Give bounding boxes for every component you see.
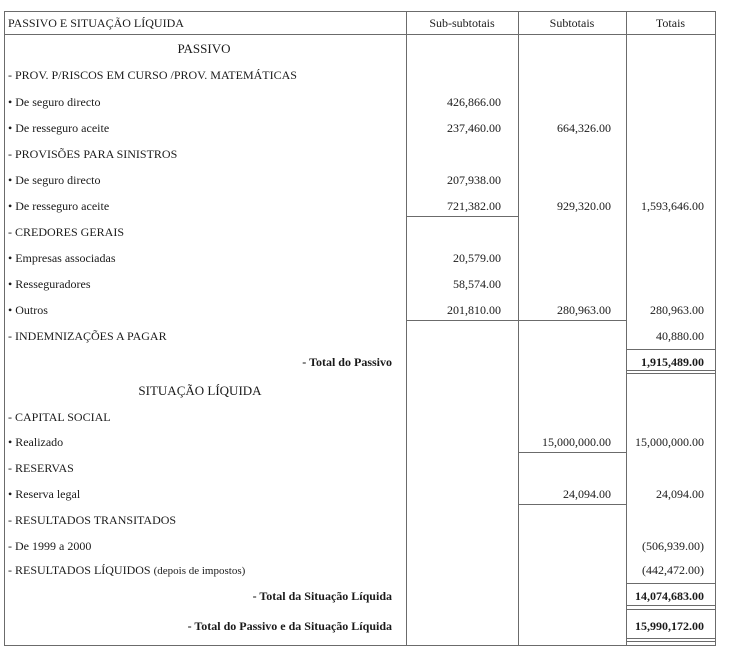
sheet-title: PASSIVO E SITUAÇÃO LÍQUIDA	[8, 16, 184, 30]
grand-total-rule-top	[626, 609, 715, 610]
tot-value: 15,000,000.00	[635, 435, 704, 449]
total-situacao-rule-top	[626, 583, 715, 584]
grand-total-rule-bottom-2	[626, 641, 715, 642]
sub-value: 280,963.00	[557, 303, 611, 317]
header-bottom-rule	[4, 34, 716, 35]
tot-value: 40,880.00	[656, 329, 704, 343]
group-label-prov-sinistros: - PROVISÕES PARA SINISTROS	[8, 147, 178, 161]
group-label-capital: - CAPITAL SOCIAL	[8, 410, 111, 424]
tot-value: (442,472.00)	[642, 563, 704, 577]
item-label: • Empresas associadas	[8, 251, 116, 265]
total-passivo-rule-bottom-2	[626, 373, 715, 374]
sub-value: 929,320.00	[557, 199, 611, 213]
col-rule-sub	[518, 11, 519, 645]
col-header-sub: Subtotais	[549, 16, 595, 30]
item-label: • De seguro directo	[8, 95, 101, 109]
item-label: • Resseguradores	[8, 277, 91, 291]
col-header-subsub: Sub-subtotais	[429, 16, 495, 30]
total-situacao-label: - Total da Situação Líquida	[252, 589, 392, 603]
sub-value: 664,326.00	[557, 121, 611, 135]
group-label-transitados: - RESULTADOS TRANSITADOS	[8, 513, 177, 527]
total-passivo-value: 1,915,489.00	[641, 355, 704, 369]
col-header-tot: Totais	[655, 16, 686, 30]
total-passivo-label: - Total do Passivo	[302, 355, 392, 369]
subsub-value: 58,574.00	[453, 277, 501, 291]
subsub-value: 201,810.00	[447, 303, 501, 317]
subsub-value: 237,460.00	[447, 121, 501, 135]
total-situacao-value: 14,074,683.00	[635, 589, 704, 603]
subsub-value: 20,579.00	[453, 251, 501, 265]
group-label-indemnizacoes: - INDEMNIZAÇÕES A PAGAR	[8, 329, 167, 343]
item-label: • Outros	[8, 303, 48, 317]
subsub-rule-2	[406, 320, 518, 321]
frame-bottom	[4, 645, 716, 646]
subsub-value: 426,866.00	[447, 95, 501, 109]
subsub-rule-1	[406, 216, 518, 217]
grand-total-label: - Total do Passivo e da Situação Líquida	[187, 619, 392, 633]
sub-value: 24,094.00	[563, 487, 611, 501]
sub-rule-2	[518, 452, 626, 453]
subsub-value: 721,382.00	[447, 199, 501, 213]
item-label: - De 1999 a 2000	[8, 539, 92, 553]
tot-value: 24,094.00	[656, 487, 704, 501]
sub-rule-3	[518, 504, 626, 505]
tot-value: 1,593,646.00	[641, 199, 704, 213]
grand-total-rule-bottom-1	[626, 638, 715, 639]
item-label: • De seguro directo	[8, 173, 101, 187]
section-heading-passivo: PASSIVO	[177, 41, 231, 56]
group-label-liquidos	[8, 563, 245, 578]
liquidos-note: (depois de impostos)	[153, 565, 246, 577]
frame-top	[4, 11, 716, 12]
tot-value: 280,963.00	[650, 303, 704, 317]
total-passivo-rule-bottom-1	[626, 370, 715, 371]
frame-right	[715, 11, 716, 645]
item-label: • Realizado	[8, 435, 64, 449]
item-label: • Reserva legal	[8, 487, 81, 501]
liquidos-label: - RESULTADOS LÍQUIDOS	[8, 563, 151, 577]
grand-total-value: 15,990,172.00	[635, 619, 704, 633]
group-label-reservas: - RESERVAS	[8, 461, 74, 475]
frame-left	[4, 11, 5, 645]
col-rule-tot	[626, 11, 627, 645]
total-passivo-rule-top	[626, 349, 715, 350]
group-label-prov-riscos: - PROV. P/RISCOS EM CURSO /PROV. MATEMÁTICAS	[8, 68, 297, 82]
item-label: • De resseguro aceite	[8, 199, 110, 213]
total-situacao-rule-bottom	[626, 605, 715, 606]
col-rule-subsub	[406, 11, 407, 645]
group-label-credores: - CREDORES GERAIS	[8, 225, 125, 239]
sub-value: 15,000,000.00	[542, 435, 611, 449]
tot-value: (506,939.00)	[642, 539, 704, 553]
sub-rule-1	[518, 320, 626, 321]
subsub-value: 207,938.00	[447, 173, 501, 187]
item-label: • De resseguro aceite	[8, 121, 110, 135]
section-heading-situacao: SITUAÇÃO LÍQUIDA	[138, 383, 262, 398]
